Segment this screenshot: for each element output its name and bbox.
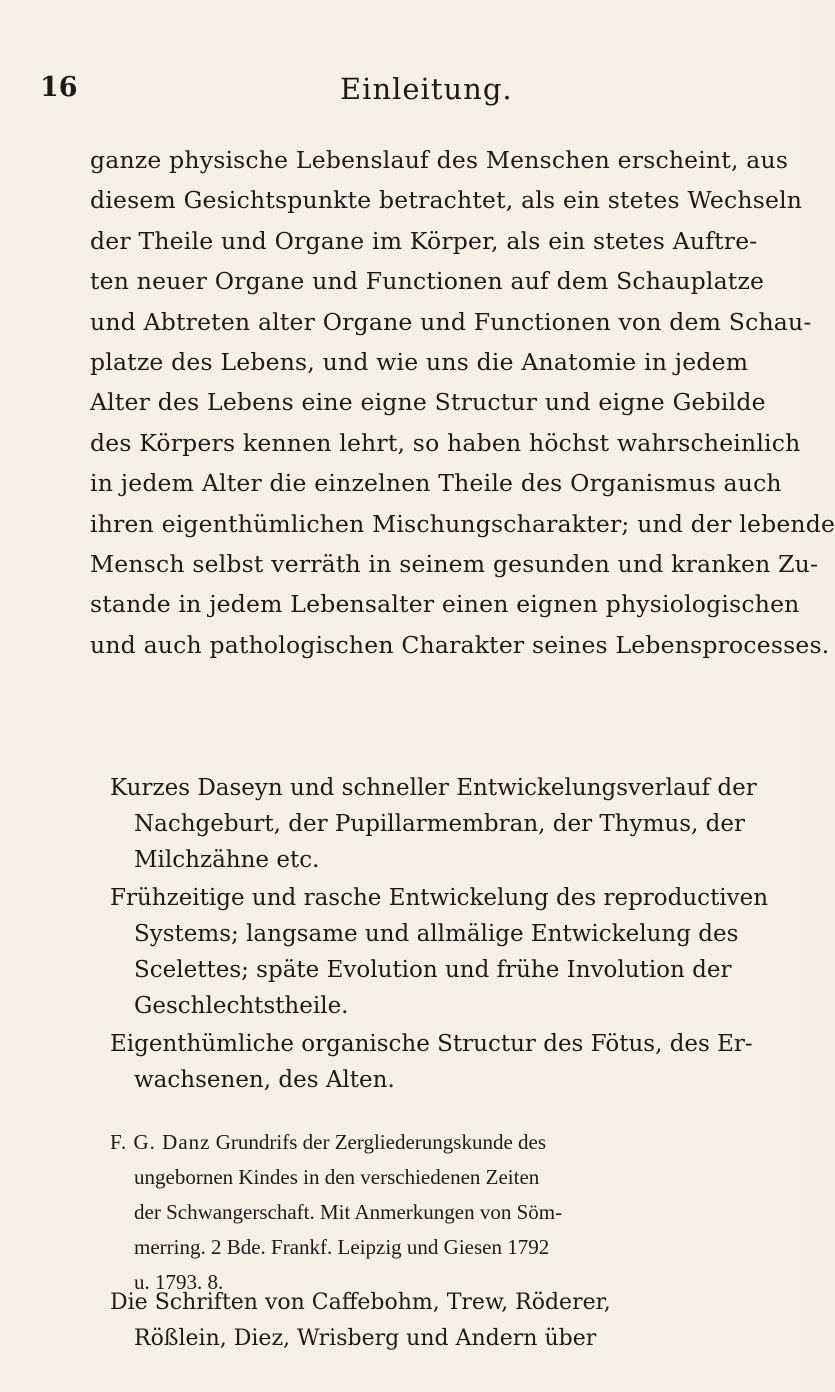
- body-line: ganze physische Lebenslauf des Menschen erscheint, aus: [90, 146, 789, 174]
- body-line: ihren eigenthümlichen Mischungscharakter; und der lebende: [90, 509, 835, 538]
- list-item-line: wachsenen, des Alten.: [134, 1067, 395, 1093]
- bibliography-line: der Schwangerschaft. Mit Anmerkungen von Söm-: [134, 1200, 563, 1224]
- page-header: [40, 72, 760, 112]
- list-item-line: Kurzes Daseyn und schneller Entwickelungsverlauf der: [110, 775, 757, 801]
- running-head: Einleitung.: [340, 72, 513, 106]
- body-line: in jedem Alter die einzelnen Theile des Organismus auch: [90, 469, 782, 498]
- list-item: [110, 880, 769, 1024]
- closing-line: Rößlein, Diez, Wrisberg und Andern über: [134, 1326, 597, 1351]
- body-line: stande in jedem Lebensalter einen eignen physiologischen: [90, 590, 800, 619]
- body-line: des Körpers kennen lehrt, so haben höchst wahrscheinlich: [90, 428, 801, 457]
- bibliography-line: ungebornen Kindes in den verschiedenen Zeiten: [134, 1165, 540, 1189]
- body-paragraph: [90, 140, 835, 665]
- bibliography-entry: [110, 1125, 760, 1300]
- list-item-line: Nachgeburt, der Pupillarmembran, der Thymus, der: [134, 811, 745, 837]
- list-item-line: Milchzähne etc.: [134, 847, 320, 873]
- bibliography-author: F. G. Danz: [110, 1130, 211, 1154]
- list-item-line: Eigenthümliche organische Structur des Fötus, des Er-: [110, 1031, 753, 1057]
- body-line: ten neuer Organe und Functionen auf dem Schauplatze: [90, 267, 765, 296]
- body-line: platze des Lebens, und wie uns die Anatomie in jedem: [90, 348, 749, 377]
- closing-paragraph: [110, 1285, 760, 1357]
- closing-line: Die Schriften von Caffebohm, Trew, Röderer,: [110, 1290, 611, 1315]
- bibliography-line: [110, 1125, 760, 1160]
- list-item: [110, 1026, 753, 1098]
- body-line: und Abtreten alter Organe und Functionen von dem Schau-: [90, 307, 812, 336]
- body-line: und auch pathologischen Charakter seines Lebensprocesses.: [90, 630, 830, 659]
- body-line: der Theile und Organe im Körper, als ein stetes Auftre-: [90, 226, 758, 255]
- list-item: [110, 770, 757, 878]
- bibliography-line: merring. 2 Bde. Frankf. Leipzig und Giesen 1792: [134, 1235, 550, 1259]
- bibliography-line: u. 1793. 8.: [134, 1270, 224, 1294]
- list-item-line: Frühzeitige und rasche Entwickelung des reproductiven: [110, 885, 769, 911]
- body-line: Alter des Lebens eine eigne Structur und eigne Gebilde: [90, 388, 766, 417]
- body-line: diesem Gesichtspunkte betrachtet, als ein stetes Wechseln: [90, 186, 803, 215]
- body-line: Mensch selbst verräth in seinem gesunden und kranken Zu-: [90, 550, 819, 579]
- bibliography-title: Grundrifs der Zergliederungskunde des: [215, 1130, 547, 1154]
- list-item-line: Systems; langsame und allmälige Entwickelung des: [134, 921, 739, 947]
- example-list: [110, 770, 769, 1098]
- page-number: 16: [40, 72, 78, 103]
- list-item-line: Scelettes; späte Evolution und frühe Involution der: [134, 957, 732, 983]
- list-item-line: Geschlechtstheile.: [134, 993, 349, 1019]
